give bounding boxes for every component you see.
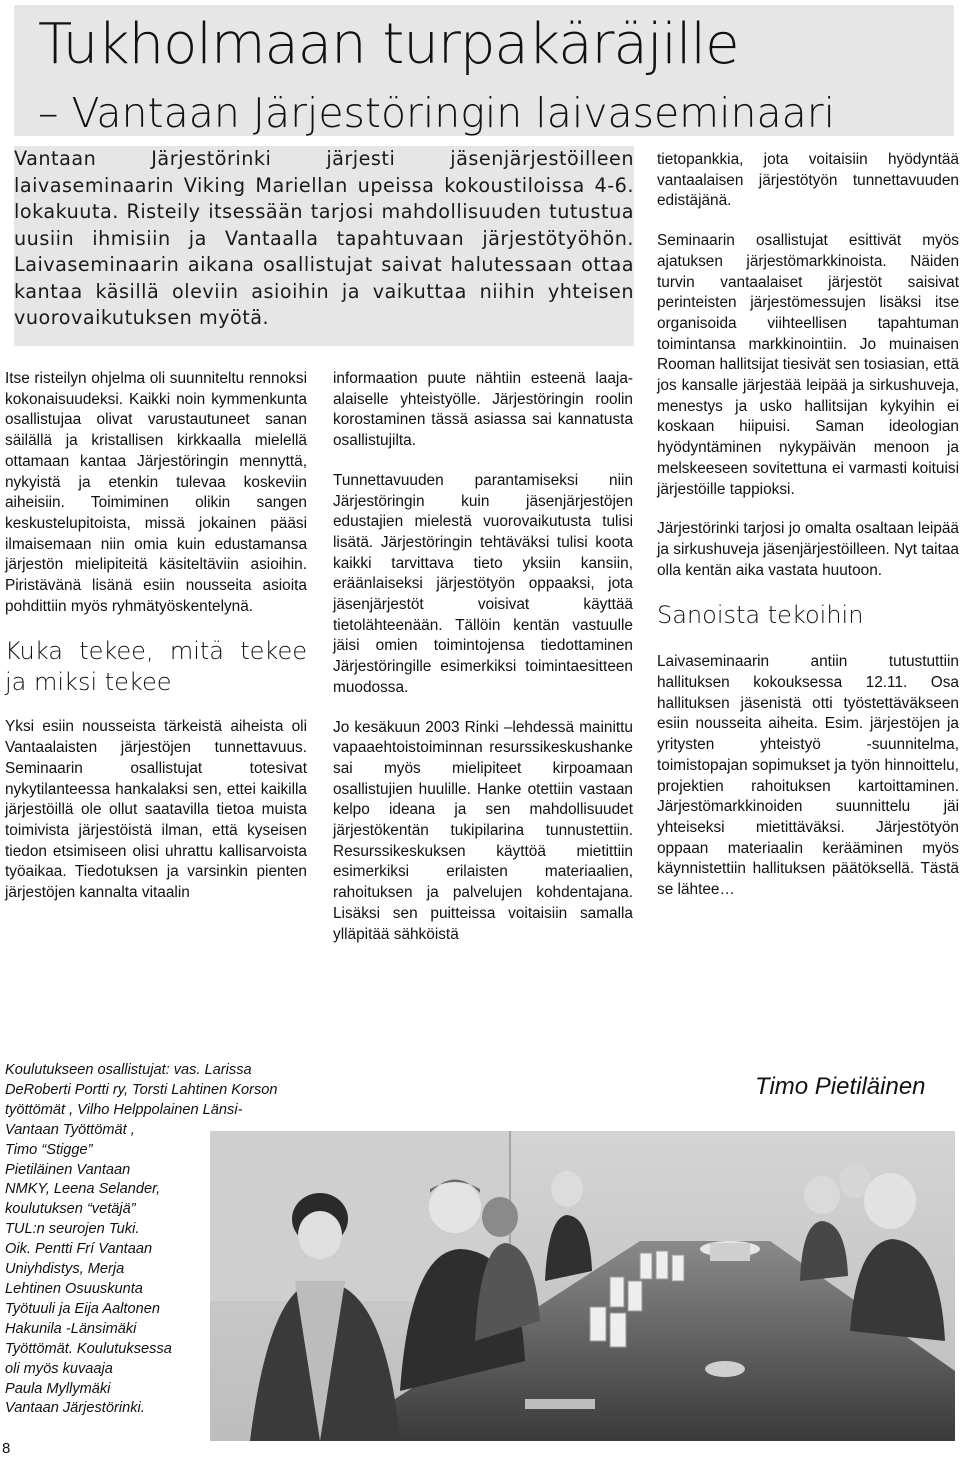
caption-line: NMKY, Leena Selander, bbox=[5, 1181, 161, 1198]
caption-line: Vantaan Järjestörinki. bbox=[5, 1400, 145, 1417]
page-number: 8 bbox=[2, 1440, 11, 1457]
title-banner bbox=[14, 5, 954, 136]
caption-line: Paula Myllymäki bbox=[5, 1380, 111, 1397]
caption-line: TUL:n seurojen Tuki. bbox=[5, 1221, 140, 1238]
caption-line: Oik. Pentti Frí Vantaan bbox=[5, 1241, 153, 1258]
photo-caption bbox=[5, 1061, 335, 1419]
caption-line: DeRoberti Portti ry, Torsti Lahtinen Korson bbox=[5, 1081, 278, 1098]
column-right bbox=[657, 150, 959, 920]
paragraph: Järjestörinki tarjosi jo omalta osaltaan leipää ja sirkushuveja jäsenjärjestöilleen. Nyt taitaa olla kentän aika vastata huutoon. bbox=[657, 520, 959, 579]
caption-line: Työttömät. Koulutuksessa bbox=[5, 1340, 172, 1357]
caption-line: Työtuuli ja Eija Aaltonen bbox=[5, 1300, 160, 1317]
section-heading: Kuka tekee, mitä tekee ja miksi tekee bbox=[5, 637, 307, 697]
article-subtitle: – Vantaan Järjestöringin laivaseminaari bbox=[38, 89, 835, 137]
caption-line: koulutuksen “vetäjä” bbox=[5, 1201, 136, 1218]
caption-line: oli myös kuvaaja bbox=[5, 1360, 113, 1377]
caption-line: Pietiläinen Vantaan bbox=[5, 1161, 131, 1178]
lead-box bbox=[14, 146, 634, 346]
column-middle bbox=[333, 369, 633, 964]
article-title: Tukholmaan turpakäräjille bbox=[38, 12, 739, 77]
caption-line: työttömät , Vilho Helppolainen Länsi- bbox=[5, 1101, 243, 1118]
paragraph: Laivaseminaarin antiin tutustuttiin hallituksen kokouksessa 12.11. Osa hallituksen jäsenistä otti työstettäväkseen esiin nousseita aiheita. Esim. järjestöjen ja yritysten yhteistyö -suunnitelma, toimistopajan sopimukset ja työn hinnoittelu, projektien rahoituksen kartoittaminen. Järjestömarkkinoiden suunnittelu jäi yhteiseksi mietittäväksi. Järjestötyön oppaan materiaalin kerääminen myös käynnistettiin hallituksen päätöksellä. Tästä se lähtee… bbox=[657, 653, 959, 899]
paragraph: Jo kesäkuun 2003 Rinki –lehdessä mainittu vapaaehtoistoiminnan resurssikeskushanke sai myös mielipiteet kirpoamaan osallistujien huulille. Hanke otettiin vastaan kelpo ideana ja sen mahdollisuudet järjestökentän tukipilarina tunnustettiin. Resurssikeskuksen käyttöä mietittiin esimerkiksi erilaisten materiaalien, rahoituksen ja palvelujen kohdentajana. Lisäksi sen puitteissa voitaisiin samalla ylläpitää sähköistä bbox=[333, 718, 633, 943]
column-left bbox=[5, 369, 307, 923]
caption-line: Lehtinen Osuuskunta bbox=[5, 1280, 143, 1297]
paragraph: tietopankkia, jota voitaisiin hyödyntää vantaalaisen järjestötyön tunnettavuuden edistäjänä. bbox=[657, 151, 959, 210]
caption-line: Vantaan Työttömät , bbox=[5, 1121, 135, 1138]
paragraph: informaation puute nähtiin esteenä laaja-alaiselle yhteistyölle. Järjestöringin roolin korostaminen tässä asiassa sai kannatusta osallistujilta. bbox=[333, 370, 633, 450]
caption-line: Koulutukseen osallistujat: vas. Larissa bbox=[5, 1062, 252, 1078]
author-signature: Timo Pietiläinen bbox=[755, 1073, 926, 1100]
paragraph: Yksi esiin nousseista tärkeistä aiheista oli Vantaalaisten järjestöjen tunnettavuus. Seminaarin osallistujat totesivat nykytilanteessa hankalaksi sen, ettei kaikilla järjestöillä ole ollut saatavilla tietoa muista toimivista järjestöistä ilman, että kyseisen tiedon etsimiseen olisi uhrattu kallisarvoista työaikaa. Tiedotuksen ja varsinkin pienten järjestöjen kannalta vitaalin bbox=[5, 718, 307, 902]
paragraph: Seminaarin osallistujat esittivät myös ajatuksen järjestömarkkinoista. Näiden turvin vantaalaiset järjestöt saisivat perinteisten järjestömessujen lisäksi itse organisoida viihteellisen tapahtuman toimintansa markkinointiin. Jo muinaisen Rooman hallitsijat tiesivät sen tosiasian, että jos kansalle järjestää leipää ja sirkushuveja, menestys ja usko hallitsijan kykyihin ei koskaan hiipuisi. Saman ideologian hyödyntäminen nykypäivän menoon ja melskeeseen sovitettuna ei varmasti koituisi järjestöille tappioksi. bbox=[657, 232, 959, 498]
caption-line: Hakunila -Länsimäki bbox=[5, 1320, 137, 1337]
section-heading: Sanoista tekoihin bbox=[657, 601, 864, 630]
lead-paragraph: Vantaan Järjestörinki järjesti jäsenjärjestöilleen laivaseminaarin Viking Mariellan upeissa kokoustiloissa 4-6. lokakuuta. Risteily itsessään tarjosi mahdollisuuden tutustua uusiin ihmisiin ja Vantaalla tapahtuvaan järjestötyöhön. Laivaseminaarin aikana osallistujat saivat halutessaan ottaa kantaa käsillä oleviin asioihin ja vaikuttaa niihin yhteisen vuorovaikutuksen myötä. bbox=[14, 147, 634, 329]
paragraph: Itse risteilyn ohjelma oli suunniteltu rennoksi kokonaisuudeksi. Kaikki noin kymmenkunta osallistujaa olivat varustautuneet sanan säilällä ja kristallisen kirkkaalla mielellä ottamaan kantaa Järjestöringin mennyttä, nykyistä ja etenkin tulevaa koskeviin aiheisiin. Toimiminen olikin sangen keskustelupitoista, missä jokainen pääsi ilmaisemaan niin omia kuin edustamansa järjestön mielipiteitä käsiteltäviin asioihin. Piristävänä lisänä esiin nousseita asioita pohdittiin myös ryhmätyöskentelynä. bbox=[5, 370, 307, 615]
caption-line: Timo “Stigge” bbox=[5, 1141, 93, 1158]
caption-line: Uniyhdistys, Merja bbox=[5, 1261, 125, 1278]
paragraph: Tunnettavuuden parantamiseksi niin Järjestöringin kuin jäsenjärjestöjen edustajien mielestä vuorovaikutusta tulisi lisätä. Järjestöringin tehtäväksi tulisi koota kaikki tarvittava tieto yksiin kansiin, eräänlaiseksi järjestötyön oppaaksi, jota jäsenjärjestöt voisivat käyttää tietolähteenään. Tällöin kentän vastuulle jäisi omien toimintojensa tiedottaminen Järjestöringille esimerkiksi toimintaesitteen muodossa. bbox=[333, 471, 633, 696]
